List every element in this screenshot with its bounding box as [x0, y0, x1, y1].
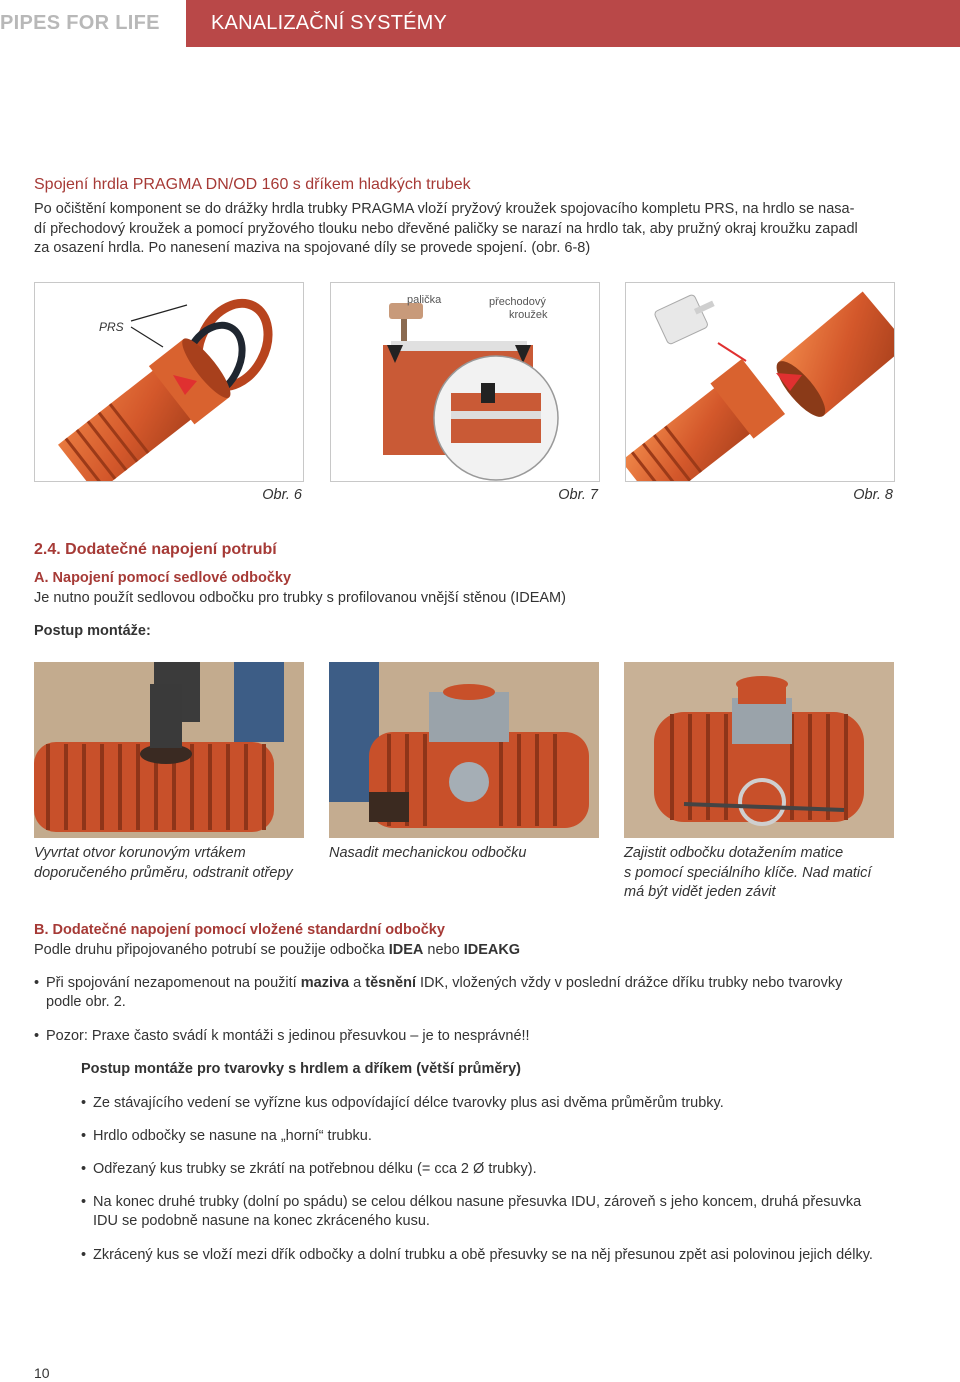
caption-line: Nasadit mechanickou odbočku	[329, 845, 527, 861]
section-a-title-text: A. Napojení pomocí sedlové odbočky	[34, 570, 292, 586]
bullet-bold: maziva	[300, 975, 350, 991]
prs-label: PRS	[99, 320, 124, 334]
sub-procedure-list	[81, 1193, 911, 1231]
joint-para-line: za osazení hrdla. Po nanesení maziva na spojované díly se provede spojení. (obr. 6-8)	[34, 240, 591, 256]
step-text: Hrdlo odbočky se nasune na „horní“ trubku.	[93, 1128, 372, 1144]
joint-paragraph	[34, 200, 934, 259]
step-text: Ze stávajícího vedení se vyřízne kus odpovídající délce tvarovky plus asi dvěma průměrům trubky.	[93, 1095, 724, 1111]
lubricant-bottle-icon	[654, 288, 722, 345]
sub-procedure-list	[81, 1127, 911, 1146]
bullet-text: podle obr. 2.	[46, 994, 126, 1010]
photo-clamp-illustration	[624, 662, 894, 838]
drill-icon	[150, 684, 182, 748]
list-item	[81, 1246, 911, 1265]
ideakg-label: IDEAKG	[463, 942, 521, 958]
figure-8-illustration	[626, 283, 894, 481]
figure-8	[625, 282, 895, 482]
photo-clamp	[624, 662, 894, 838]
list-item	[81, 1193, 911, 1231]
photo-drilling-caption	[34, 844, 293, 883]
figure-7-caption: Obr. 7	[558, 487, 598, 503]
step-text: Zkrácený kus se vloží mezi dřík odbočky a dolní trubku a obě přesuvky se na něj přesunou zpět asi polovinou jejich délky.	[93, 1247, 873, 1263]
step-text: IDU se podobně nasune na konec zkráceného kusu.	[93, 1213, 430, 1229]
bullet-bold: těsnění	[365, 975, 416, 991]
figure-7-illustration	[331, 283, 599, 481]
joint-para-line: dí přechodový kroužek a pomocí pryžového tlouku nebo dřevěné paličky se narazí na hrdlo tak, aby pružný okraj kroužku zapadl	[34, 220, 858, 237]
figure-6-illustration	[35, 283, 303, 481]
section-a-text: Je nutno použít sedlovou odbočku pro trubky s profilovanou vnější stěnou (IDEAM)	[34, 590, 566, 606]
brand-label	[0, 0, 186, 47]
sub-procedure-list	[81, 1160, 911, 1179]
joint-para-line: Po očištění komponent se do drážky hrdla trubky PRAGMA vloží pryžový kroužek spojovacího kompletu PRS, na hrdlo se nasa-	[34, 201, 855, 217]
bullet-text: Při spojování nezapomenout na použití	[46, 975, 301, 991]
brand-text: PIPES FOR LIFE	[0, 12, 160, 34]
sub-procedure-list	[81, 1246, 911, 1265]
step-text: Odřezaný kus trubky se zkrátí na potřebnou délku (= cca 2 Ø trubky).	[93, 1161, 537, 1177]
photo-branch-mount	[329, 662, 599, 838]
section-header	[186, 0, 960, 47]
caption-line: má být vidět jeden závit	[624, 884, 776, 900]
photo-branch-mount-illustration	[329, 662, 599, 838]
mallet-label: palička	[407, 294, 442, 306]
figure-7	[330, 282, 600, 482]
list-item	[81, 1094, 911, 1113]
figure-8-caption: Obr. 8	[853, 487, 893, 503]
postup-heading: Postup montáže:	[34, 623, 151, 639]
photo-drilling-illustration	[34, 662, 304, 838]
sub-procedure-list	[81, 1094, 911, 1113]
bullet-text: a	[349, 975, 366, 991]
photo-branch-mount-caption	[329, 844, 526, 864]
section-title: KANALIZAČNÍ SYSTÉMY	[211, 12, 448, 34]
section-b-text-mid: nebo	[423, 942, 464, 958]
caption-line: doporučeného průměru, odstranit otřepy	[34, 864, 293, 881]
figure-6-caption: Obr. 6	[262, 487, 302, 503]
section-b-text-pre: Podle druhu připojovaného potrubí se použije odbočka	[34, 942, 389, 958]
photo-clamp-caption	[624, 844, 871, 903]
ring-label-2: kroužek	[509, 309, 548, 321]
idea-label: IDEA	[388, 942, 424, 958]
list-item	[81, 1160, 911, 1179]
step-text: Na konec druhé trubky (dolní po spádu) se celou délkou nasune přesuvka IDU, zároveň s jeho koncem, druhá přesuvka	[93, 1194, 862, 1210]
sub-procedure-title: Postup montáže pro tvarovky s hrdlem a dříkem (větší průměry)	[81, 1061, 521, 1077]
list-item	[81, 1127, 911, 1146]
page-number: 10	[34, 1365, 50, 1381]
joint-title: Spojení hrdla PRAGMA DN/OD 160 s dříkem hladkých trubek	[34, 176, 471, 193]
section-b-bullets	[34, 974, 914, 1012]
section-a-title	[34, 570, 291, 586]
section-b-warning	[34, 1027, 914, 1046]
section-b-title: B. Dodatečné napojení pomocí vložené standardní odbočky	[34, 922, 445, 938]
section-b-text	[34, 941, 520, 961]
caption-line: s pomocí speciálního klíče. Nad maticí	[624, 864, 872, 881]
caption-line: Vyvrtat otvor korunovým vrtákem	[34, 845, 246, 861]
section-24-title: 2.4. Dodatečné napojení potrubí	[34, 541, 277, 558]
list-item	[34, 1027, 914, 1046]
ring-label-1: přechodový	[489, 296, 546, 308]
list-item	[34, 974, 914, 1012]
caption-line: Zajistit odbočku dotažením matice	[624, 845, 844, 861]
bullet-text: IDK, vložených vždy v poslední drážce dříku trubky nebo tvarovky	[416, 975, 843, 991]
figure-6	[34, 282, 304, 482]
warning-text: Pozor: Praxe často svádí k montáži s jedinou přesuvkou – je to nesprávné!!	[46, 1028, 530, 1044]
photo-drilling	[34, 662, 304, 838]
